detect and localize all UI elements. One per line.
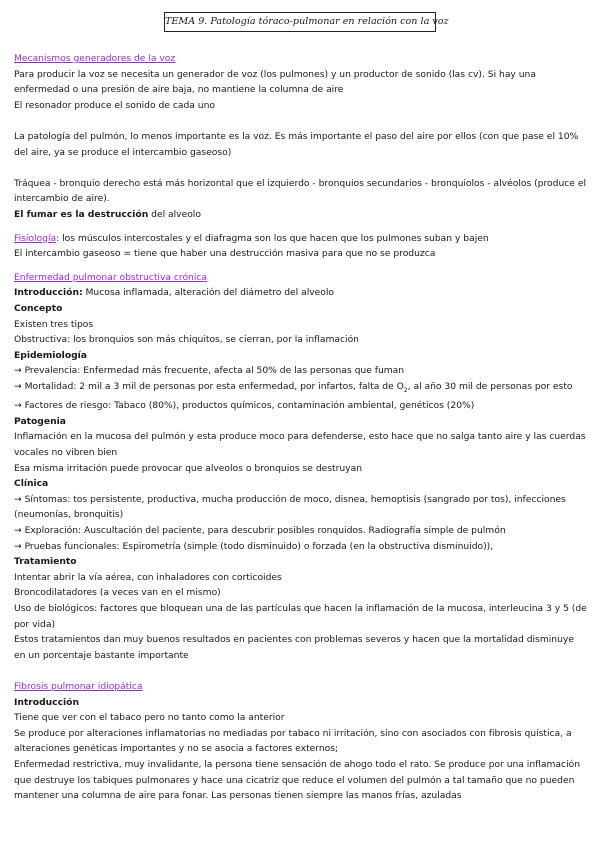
list-item: → Exploración: Auscultación del paciente, para descubrir posibles ronquidos. Radiografía simple de pulmón [14, 525, 506, 537]
text: Mucosa inflamada, alteración del diámetro del alveolo [82, 287, 335, 299]
paragraph: Obstructiva: los bronquios son más chiquitos, se cierran, por la inflamación [14, 334, 359, 346]
subheading-concepto: Concepto [14, 302, 63, 314]
subheading-introduccion: Introducción [14, 696, 79, 708]
section-heading-mecanismos[interactable]: Mecanismos generadores de la voz [14, 53, 176, 64]
text: , al año 30 mil de personas por esto [407, 380, 573, 392]
text: del alveolo [148, 208, 201, 220]
paragraph [14, 207, 588, 223]
list-item [14, 379, 588, 398]
section-heading-fibrosis[interactable]: Fibrosis pulmonar idiopática [14, 680, 143, 692]
paragraph: Tiene que ver con el tabaco pero no tanto como la anterior [14, 712, 285, 724]
paragraph: Para producir la voz se necesita un generador de voz (los pulmones) y un productor de sonido (las cv). Si hay una enfermedad o una presión de aire baja, no mantiene la columna de aire [14, 68, 536, 96]
subheading-epidemiologia: Epidemiología [14, 349, 87, 361]
paragraph [14, 285, 588, 301]
paragraph: Se produce por alteraciones inflamatorias no mediadas por tabaco ni irritación, sino con asociados con fibrosis quística, a alteraciones genéticas importantes y no se asocia a factores externos; [14, 727, 572, 755]
paragraph [14, 231, 588, 247]
paragraph: Estos tratamientos dan muy buenos resultados en pacientes con problemas severos y hacen que la mortalidad disminuye en un porcentaje bastante importante [14, 634, 574, 661]
paragraph: Enfermedad restrictiva, muy invalidante, la persona tiene sensación de ahogo todo el rato. Se produce por una inflamación que destruye los tabiques pulmonares y hace una cicatriz que reduce el volumen del pulmón a tal tamaño que no pueden mantener una columna de aire para fonar. Las personas tienen siempre las manos frías, azuladas [14, 758, 581, 802]
fisiologia-link[interactable]: Fisiología [14, 232, 57, 244]
paragraph: La patología del pulmón, lo menos importante es la voz. Es más importante el paso del aire por ellos (con que pase el 10% del aire, ya se produce el intercambio gaseoso) [14, 130, 579, 158]
paragraph: Uso de biológicos: factores que bloquean una de las partículas que hacen la inflamación de la mucosa, interleucina 3 y 5 (de por vida) [14, 603, 587, 630]
section-heading-epoc[interactable]: Enfermedad pulmonar obstructiva crónica [14, 271, 208, 283]
paragraph: Inflamación en la mucosa del pulmón y esta produce moco para defenderse, esto hace que no salga tanto aire y las cuerdas vocales no vibren bien [14, 431, 586, 459]
paragraph: El resonador produce el sonido de cada uno [14, 99, 216, 111]
bold-text: Introducción: [14, 287, 83, 299]
paragraph: Esa misma irritación puede provocar que alveolos o bronquios se destruyan [14, 462, 363, 474]
subheading-tratamiento: Tratamiento [14, 556, 77, 568]
document-body [14, 51, 588, 804]
subscript: 2 [403, 386, 408, 394]
paragraph: Broncodilatadores (a veces van en el mismo) [14, 587, 221, 599]
text: → Mortalidad: 2 mil a 3 mil de personas por esta enfermedad, por infartos, falta de O [14, 380, 404, 392]
bold-text: El fumar es la destrucción [14, 208, 149, 220]
paragraph: El intercambio gaseoso = tiene que haber una destrucción masiva para que no se produzca [14, 248, 436, 260]
text: : los músculos intercostales y el diafragma son los que hacen que los pulmones suban y bajen [56, 232, 489, 244]
list-item: → Prevalencia: Enfermedad más frecuente, afecta al 50% de las personas que fuman [14, 365, 405, 377]
page-title: TEMA 9. Patología tóraco-pulmonar en relación con la voz [164, 12, 436, 32]
paragraph: Intentar abrir la vía aérea, con inhaladores con corticoides [14, 571, 282, 583]
list-item: → Pruebas funcionales: Espirometría (simple (todo disminuido) o forzada (en la obstructiva disminuido)), [14, 540, 494, 552]
subheading-patogenia: Patogenia [14, 415, 66, 427]
paragraph: Tráquea - bronquio derecho está más horizontal que el izquierdo - bronquios secundarios - bronquiolos - alvéolos (produce el intercambio de aire). [14, 177, 586, 205]
paragraph: Existen tres tipos [14, 318, 94, 330]
list-item: → Factores de riesgo: Tabaco (80%), productos químicos, contaminación ambiental, genéticos (20%) [14, 400, 475, 412]
subheading-clinica: Clínica [14, 478, 49, 490]
list-item: → Síntomas: tos persistente, productiva, mucha producción de moco, disnea, hemoptisis (sangrado por tos), infecciones (neumonías, bronquitis) [14, 493, 566, 521]
